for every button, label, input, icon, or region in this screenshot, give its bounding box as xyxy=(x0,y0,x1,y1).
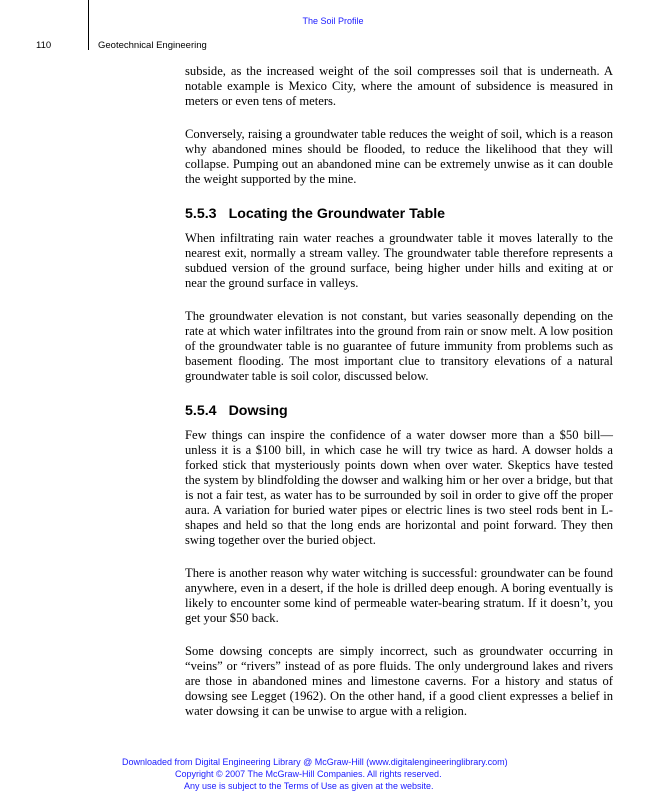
running-head: Geotechnical Engineering xyxy=(98,40,207,51)
paragraph: Few things can inspire the confidence of a water dowser more than a $50 bill—unless it is a $100 bill, in which case he will try twice as hard. A dowser holds a forked stick that mysteriously points down when over water. Skeptics have tested the system by blindfolding the dowser and walking him or her over a bridge, but that is not a fair test, as water has to be surrounded by soil in order to give off the proper aura. A variation for buried water pipes or electric lines is two steel rods bent in L-shapes and held so that the long ends are horizontal and point forward. They then swing together over the buried object. xyxy=(185,428,613,547)
section-number: 5.5.4 xyxy=(185,403,217,419)
chapter-title: The Soil Profile xyxy=(302,16,364,26)
paragraph: Some dowsing concepts are simply incorrect, such as groundwater occurring in “veins” or “rivers” instead of as pore fluids. The only underground lakes and rivers are those in abandoned mines and limestone caverns. For a history and status of dowsing see Legget (1962). On the other hand, if a good client expresses a belief in water dowsing it can be unwise to argue with a religion. xyxy=(185,644,613,718)
page-body xyxy=(185,64,613,737)
footer-terms-of-use[interactable]: Any use is subject to the Terms of Use as given at the website. xyxy=(184,781,434,791)
section-title: Locating the Groundwater Table xyxy=(228,206,446,222)
header-divider xyxy=(88,0,89,50)
paragraph: subside, as the increased weight of the soil compresses soil that is underneath. A notable example is Mexico City, where the amount of subsidence is measured in meters or even tens of meters. xyxy=(185,64,613,108)
page-number: 110 xyxy=(36,40,52,51)
paragraph: Conversely, raising a groundwater table reduces the weight of soil, which is a reason why abandoned mines should be flooded, to reduce the likelihood that they will collapse. Pumping out an abandoned mine can be extremely unwise as it can double the weight supported by the mine. xyxy=(185,127,613,186)
footer-download-link[interactable]: Downloaded from Digital Engineering Library @ McGraw-Hill (www.digitalengineeringlibrary.com) xyxy=(122,757,508,767)
paragraph: When infiltrating rain water reaches a groundwater table it moves laterally to the nearest exit, normally a stream valley. The groundwater table therefore represents a subdued version of the ground surface, being higher under hills and exiting at or near the ground surface in valleys. xyxy=(185,231,613,290)
paragraph: There is another reason why water witching is successful: groundwater can be found anywhere, even in a desert, if the hole is drilled deep enough. A boring eventually is likely to encounter some kind of permeable water-bearing stratum. If it doesn’t, you get your $50 back. xyxy=(185,566,613,625)
section-heading-5-5-4 xyxy=(185,402,613,420)
paragraph: The groundwater elevation is not constant, but varies seasonally depending on the rate at which water infiltrates into the ground from rain or snow melt. A low position of the groundwater table is no guarantee of future immunity from problems such as basement flooding. The most important clue to transitory elevations of a natural groundwater table is soil color, discussed below. xyxy=(185,309,613,383)
section-heading-5-5-3 xyxy=(185,205,613,223)
section-number: 5.5.3 xyxy=(185,206,217,222)
footer-copyright: Copyright © 2007 The McGraw-Hill Companies. All rights reserved. xyxy=(175,769,442,779)
section-title: Dowsing xyxy=(228,403,288,419)
